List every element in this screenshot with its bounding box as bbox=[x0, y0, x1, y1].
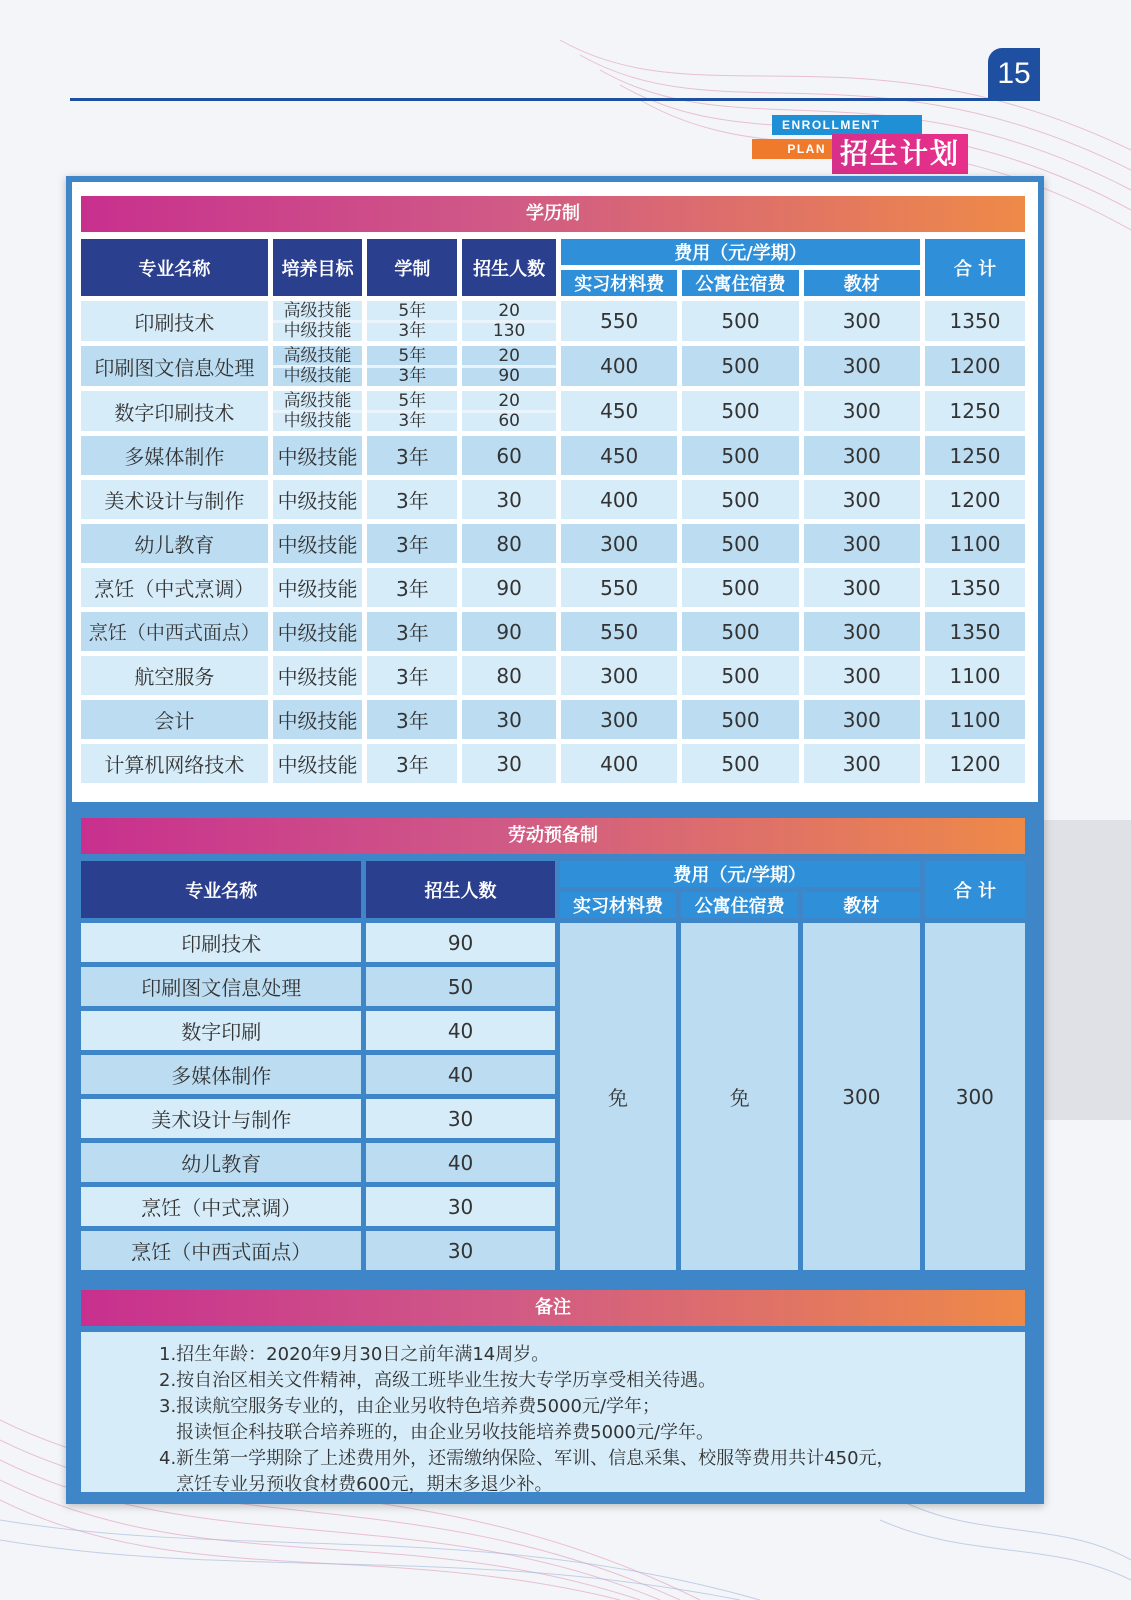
section1-title: 学历制 bbox=[81, 196, 1025, 232]
major-cell: 多媒体制作 bbox=[81, 436, 268, 475]
total-cell: 1100 bbox=[925, 700, 1025, 739]
years-cell: 3年 bbox=[367, 568, 457, 607]
goal-cell: 中级技能 bbox=[273, 612, 363, 651]
total-cell: 1200 bbox=[925, 346, 1025, 386]
top-rule-divider bbox=[70, 98, 1040, 101]
goal-cell: 中级技能 bbox=[273, 436, 363, 475]
table-row bbox=[81, 923, 1025, 962]
enroll-cell: 30 bbox=[462, 480, 556, 519]
total-cell: 1350 bbox=[925, 301, 1025, 341]
note-line: 2.按自治区相关文件精神，高级工班毕业生按大专学历享受相关待遇。 bbox=[159, 1370, 717, 1391]
major-cell: 会计 bbox=[81, 700, 268, 739]
goal-cell: 中级技能 bbox=[273, 524, 363, 563]
dorm-cell: 500 bbox=[682, 391, 798, 431]
material-cell: 550 bbox=[561, 568, 677, 607]
material-cell: 300 bbox=[561, 524, 677, 563]
enroll-cell: 20 bbox=[498, 300, 520, 321]
major-cell: 印刷图文信息处理 bbox=[81, 967, 361, 1006]
page-number: 15 bbox=[988, 48, 1040, 100]
years-cell: 3年 bbox=[367, 410, 457, 430]
total-fee-cell: 300 bbox=[925, 923, 1025, 1270]
dorm-cell: 500 bbox=[682, 700, 798, 739]
major-cell: 幼儿教育 bbox=[81, 1143, 361, 1182]
dorm-cell: 500 bbox=[682, 568, 798, 607]
header-major: 专业名称 bbox=[81, 239, 268, 296]
enroll-cell: 30 bbox=[462, 700, 556, 739]
enroll-cell: 50 bbox=[366, 967, 554, 1006]
books-cell: 300 bbox=[804, 612, 920, 651]
goal-cell: 中级技能 bbox=[273, 700, 363, 739]
table-row bbox=[81, 346, 1025, 386]
total-cell: 1250 bbox=[925, 436, 1025, 475]
enroll-cell: 40 bbox=[366, 1055, 554, 1094]
years-cell: 3年 bbox=[367, 480, 457, 519]
major-cell: 印刷图文信息处理 bbox=[81, 346, 268, 386]
years-cell: 3年 bbox=[367, 656, 457, 695]
goal-cell: 中级技能 bbox=[273, 320, 363, 340]
years-cell: 3年 bbox=[367, 524, 457, 563]
total-cell: 1100 bbox=[925, 524, 1025, 563]
header-enroll: 招生人数 bbox=[366, 861, 554, 918]
major-cell: 烹饪（中西式面点） bbox=[81, 1231, 361, 1270]
total-cell: 1100 bbox=[925, 656, 1025, 695]
goal-cell: 中级技能 bbox=[273, 744, 363, 783]
section1-table bbox=[76, 234, 1030, 788]
books-fee-cell: 300 bbox=[803, 923, 920, 1270]
page-title: 招生计划 bbox=[832, 134, 968, 174]
table-row bbox=[81, 301, 1025, 341]
table-row bbox=[81, 436, 1025, 475]
header-material: 实习材料费 bbox=[560, 892, 677, 918]
enroll-cell: 40 bbox=[366, 1143, 554, 1182]
enroll-cell: 90 bbox=[462, 365, 556, 385]
goal-cell: 中级技能 bbox=[273, 365, 363, 385]
note-line: 烹饪专业另预收食材费600元，期末多退少补。 bbox=[159, 1474, 553, 1495]
section2-title: 劳动预备制 bbox=[81, 818, 1025, 854]
enroll-cell: 40 bbox=[366, 1011, 554, 1050]
header-fee-group: 费用（元/学期） bbox=[560, 861, 920, 887]
years-cell: 3年 bbox=[367, 700, 457, 739]
major-cell: 美术设计与制作 bbox=[81, 480, 268, 519]
books-cell: 300 bbox=[804, 524, 920, 563]
goal-cell: 高级技能 bbox=[283, 300, 352, 321]
enroll-cell: 30 bbox=[366, 1187, 554, 1226]
table-row bbox=[81, 744, 1025, 783]
years-cell: 5年 bbox=[398, 300, 427, 321]
major-cell: 航空服务 bbox=[81, 656, 268, 695]
total-cell: 1200 bbox=[925, 744, 1025, 783]
material-cell: 400 bbox=[561, 480, 677, 519]
table-row bbox=[81, 391, 1025, 431]
books-cell: 300 bbox=[804, 700, 920, 739]
goal-cell: 高级技能 bbox=[283, 390, 352, 411]
enroll-cell: 20 bbox=[498, 345, 520, 366]
header-dorm: 公寓住宿费 bbox=[682, 270, 798, 296]
enroll-cell: 80 bbox=[462, 524, 556, 563]
note-line: 3.报读航空服务专业的，由企业另收特色培养费5000元/学年； bbox=[159, 1396, 661, 1417]
dorm-cell: 500 bbox=[682, 744, 798, 783]
books-cell: 300 bbox=[804, 436, 920, 475]
note-line: 报读恒企科技联合培养班的，由企业另收技能培养费5000元/学年。 bbox=[159, 1422, 715, 1443]
notes-box bbox=[81, 1332, 1025, 1495]
header-total: 合 计 bbox=[925, 239, 1025, 296]
header-dorm: 公寓住宿费 bbox=[681, 892, 798, 918]
total-cell: 1200 bbox=[925, 480, 1025, 519]
enroll-cell: 130 bbox=[462, 320, 556, 340]
enroll-cell: 60 bbox=[462, 410, 556, 430]
major-cell: 烹饪（中西式面点） bbox=[81, 612, 268, 651]
total-cell: 1350 bbox=[925, 568, 1025, 607]
table-row bbox=[81, 700, 1025, 739]
dorm-cell: 500 bbox=[682, 524, 798, 563]
material-fee-cell: 免 bbox=[560, 923, 677, 1270]
goal-cell: 中级技能 bbox=[273, 410, 363, 430]
years-cell: 3年 bbox=[367, 612, 457, 651]
dorm-cell: 500 bbox=[682, 612, 798, 651]
header-material: 实习材料费 bbox=[561, 270, 677, 296]
total-cell: 1250 bbox=[925, 391, 1025, 431]
major-cell: 烹饪（中式烹调） bbox=[81, 1187, 361, 1226]
books-cell: 300 bbox=[804, 656, 920, 695]
material-cell: 450 bbox=[561, 436, 677, 475]
table-row bbox=[81, 656, 1025, 695]
dorm-fee-cell: 免 bbox=[681, 923, 798, 1270]
header-enroll: 招生人数 bbox=[462, 239, 556, 296]
enroll-cell: 90 bbox=[462, 568, 556, 607]
enroll-cell: 30 bbox=[366, 1099, 554, 1138]
table-row bbox=[81, 524, 1025, 563]
enroll-cell: 90 bbox=[462, 612, 556, 651]
major-cell: 计算机网络技术 bbox=[81, 744, 268, 783]
years-cell: 5年 bbox=[398, 390, 427, 411]
goal-cell: 中级技能 bbox=[273, 480, 363, 519]
dorm-cell: 500 bbox=[682, 480, 798, 519]
dorm-cell: 500 bbox=[682, 436, 798, 475]
note-line: 1.招生年龄：2020年9月30日之前年满14周岁。 bbox=[159, 1344, 550, 1365]
dorm-cell: 500 bbox=[682, 346, 798, 386]
books-cell: 300 bbox=[804, 346, 920, 386]
notes-title: 备注 bbox=[81, 1290, 1025, 1326]
header-total: 合 计 bbox=[925, 861, 1025, 918]
plan-label: PLAN bbox=[752, 139, 832, 159]
table-row bbox=[81, 568, 1025, 607]
total-cell: 1350 bbox=[925, 612, 1025, 651]
years-cell: 3年 bbox=[367, 365, 457, 385]
material-cell: 300 bbox=[561, 700, 677, 739]
header-books: 教材 bbox=[803, 892, 920, 918]
books-cell: 300 bbox=[804, 568, 920, 607]
books-cell: 300 bbox=[804, 391, 920, 431]
section2-table bbox=[76, 856, 1030, 1275]
enroll-cell: 30 bbox=[462, 744, 556, 783]
years-cell: 3年 bbox=[367, 436, 457, 475]
goal-cell: 高级技能 bbox=[283, 345, 352, 366]
major-cell: 数字印刷 bbox=[81, 1011, 361, 1050]
table-row bbox=[81, 480, 1025, 519]
goal-cell: 中级技能 bbox=[273, 656, 363, 695]
material-cell: 550 bbox=[561, 612, 677, 651]
enroll-cell: 60 bbox=[462, 436, 556, 475]
table-row bbox=[81, 612, 1025, 651]
major-cell: 幼儿教育 bbox=[81, 524, 268, 563]
dorm-cell: 500 bbox=[682, 656, 798, 695]
enroll-cell: 30 bbox=[366, 1231, 554, 1270]
years-cell: 3年 bbox=[367, 744, 457, 783]
books-cell: 300 bbox=[804, 301, 920, 341]
header-fee-group: 费用（元/学期） bbox=[561, 239, 920, 265]
header-years: 学制 bbox=[367, 239, 457, 296]
header-books: 教材 bbox=[804, 270, 920, 296]
material-cell: 400 bbox=[561, 346, 677, 386]
major-cell: 美术设计与制作 bbox=[81, 1099, 361, 1138]
major-cell: 数字印刷技术 bbox=[81, 391, 268, 431]
material-cell: 400 bbox=[561, 744, 677, 783]
major-cell: 印刷技术 bbox=[81, 923, 361, 962]
material-cell: 300 bbox=[561, 656, 677, 695]
major-cell: 烹饪（中式烹调） bbox=[81, 568, 268, 607]
major-cell: 多媒体制作 bbox=[81, 1055, 361, 1094]
enroll-cell: 90 bbox=[366, 923, 554, 962]
material-cell: 450 bbox=[561, 391, 677, 431]
dorm-cell: 500 bbox=[682, 301, 798, 341]
enroll-cell: 20 bbox=[498, 390, 520, 411]
enroll-cell: 80 bbox=[462, 656, 556, 695]
material-cell: 550 bbox=[561, 301, 677, 341]
header-goal: 培养目标 bbox=[273, 239, 363, 296]
years-cell: 3年 bbox=[367, 320, 457, 340]
goal-cell: 中级技能 bbox=[273, 568, 363, 607]
header-major: 专业名称 bbox=[81, 861, 361, 918]
enrollment-label: ENROLLMENT bbox=[772, 115, 922, 135]
books-cell: 300 bbox=[804, 480, 920, 519]
note-line: 4.新生第一学期除了上述费用外，还需缴纳保险、军训、信息采集、校服等费用共计450元， bbox=[159, 1448, 895, 1469]
major-cell: 印刷技术 bbox=[81, 301, 268, 341]
years-cell: 5年 bbox=[398, 345, 427, 366]
books-cell: 300 bbox=[804, 744, 920, 783]
